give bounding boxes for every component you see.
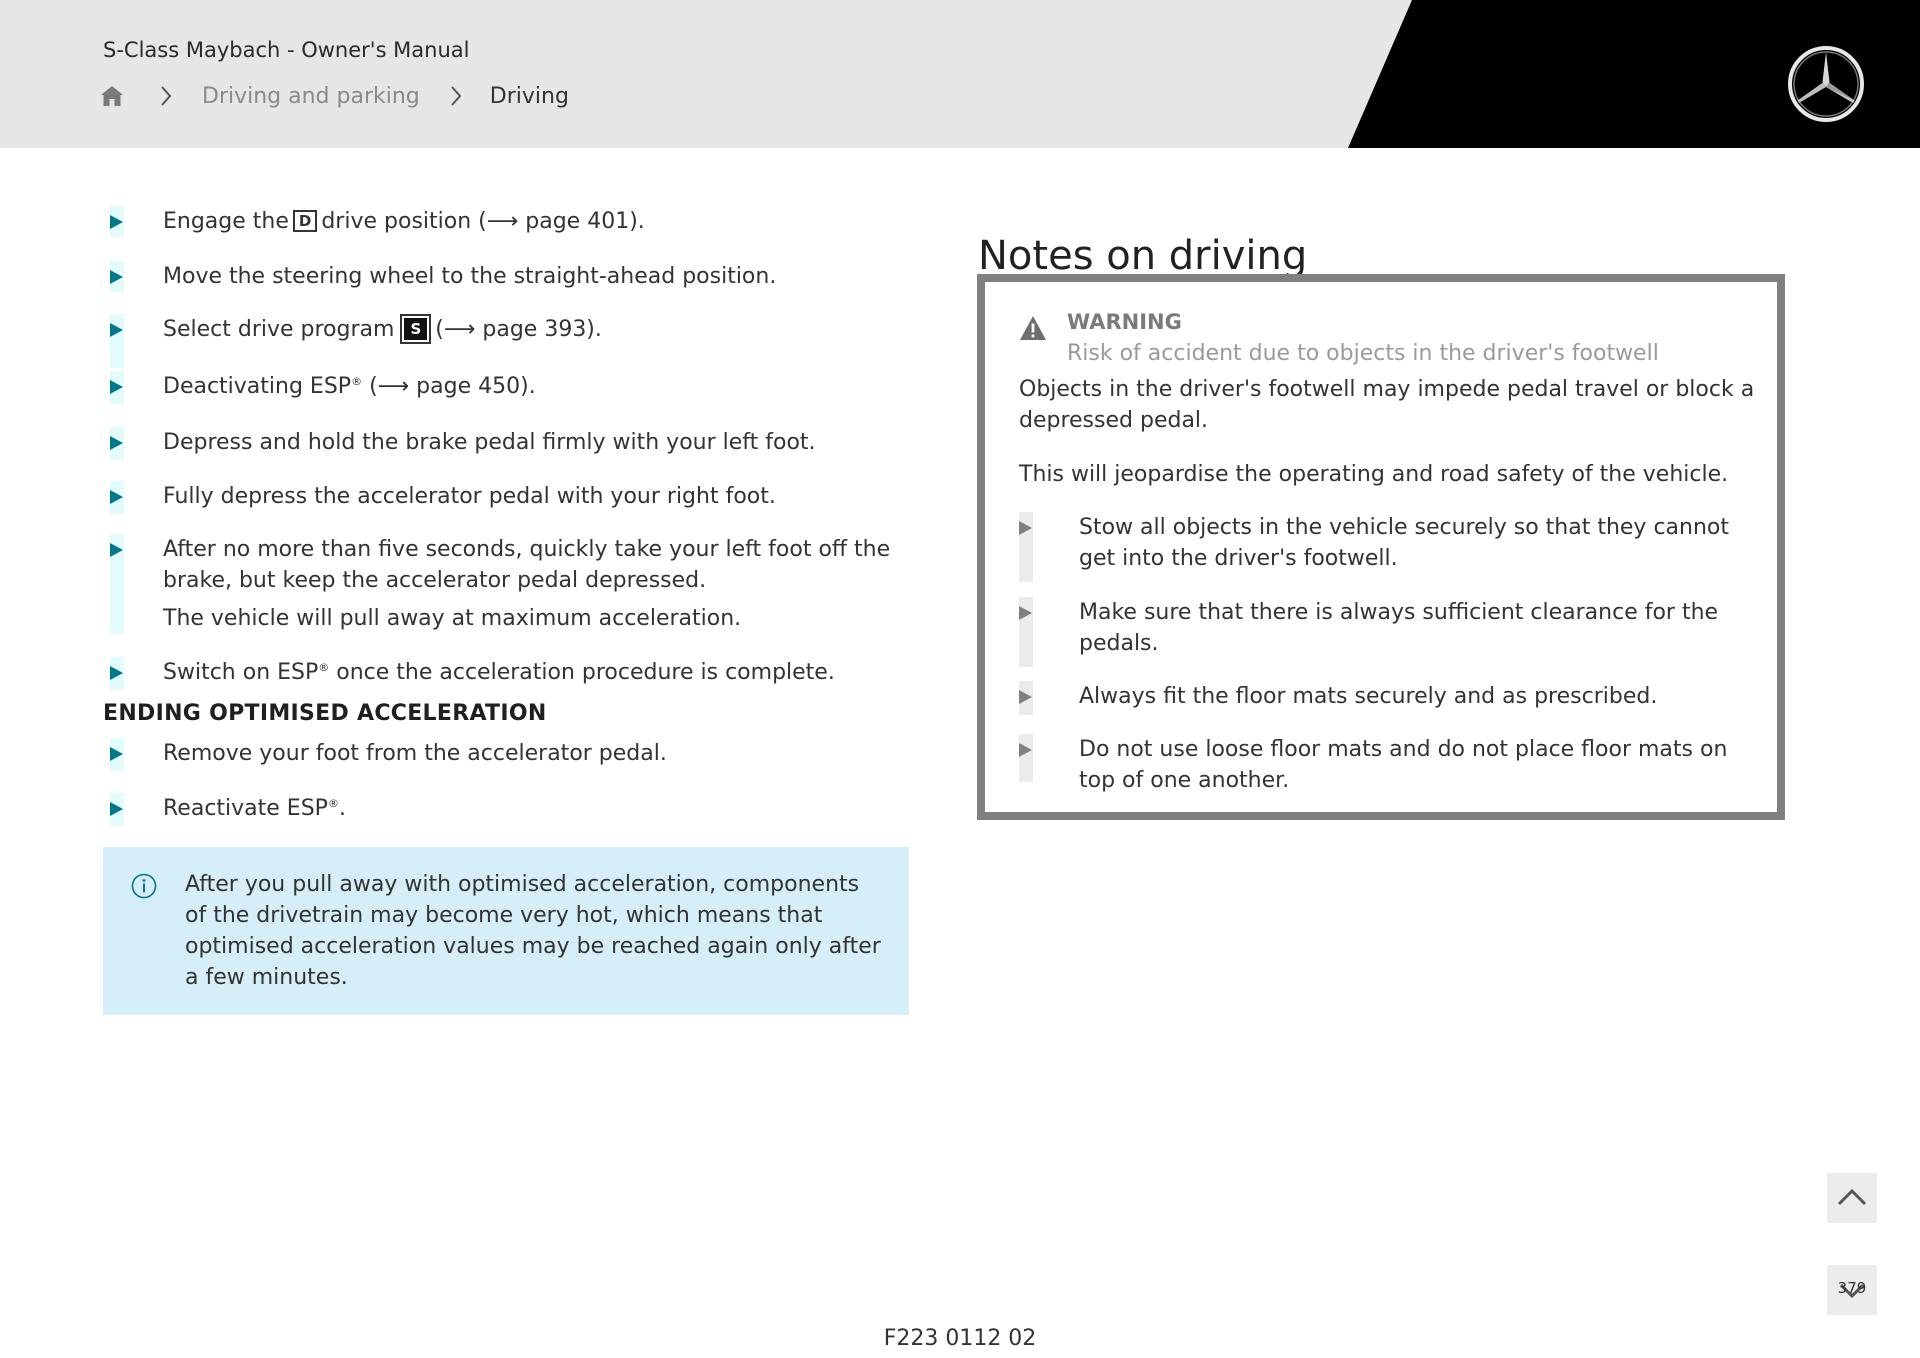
list-item [110, 481, 910, 512]
step-arrow-icon [110, 802, 123, 816]
warning-paragraph: Objects in the driver's footwell may impede pedal travel or block a depressed pedal. [1019, 377, 1755, 433]
document-code: F223 0112 02 [883, 1326, 1037, 1351]
step-text: Select drive program S (⟶ page 393). [163, 317, 602, 342]
step-result: The vehicle will pull away at maximum acceleration. [163, 606, 742, 631]
step-bar [1019, 734, 1033, 782]
section-heading: ENDING OPTIMISED ACCELERATION [103, 701, 547, 726]
step-arrow-icon [110, 747, 123, 761]
step-text: Switch on ESP® once the acceleration procedure is complete. [163, 660, 835, 685]
drive-position-d-key-icon: D [293, 210, 317, 232]
list-item [110, 534, 910, 634]
step-text: Move the steering wheel to the straight-ahead position. [163, 264, 777, 289]
step-arrow-icon [1019, 521, 1032, 535]
step-text: Deactivating ESP® (⟶ page 450). [163, 374, 536, 399]
breadcrumb-link-driving-and-parking[interactable]: Driving and parking [202, 83, 420, 109]
step-text: Stow all objects in the vehicle securely so that they cannot get into the driver's footwell. [1079, 515, 1729, 571]
list-item [110, 371, 910, 402]
step-arrow-icon [110, 436, 123, 450]
list-item [110, 261, 910, 292]
list-item [110, 314, 910, 345]
chevron-up-icon [1827, 1173, 1877, 1223]
list-item [110, 738, 910, 769]
step-arrow-icon [110, 543, 123, 557]
warning-label: WARNING [1067, 310, 1182, 334]
list-item [110, 793, 910, 824]
info-text: After you pull away with optimised acceleration, components of the drivetrain may become very hot, which means that optimised acceleration values may be reached again only after a few minutes. [185, 872, 881, 990]
section-title: Notes on driving [978, 233, 1308, 280]
step-arrow-icon [1019, 690, 1032, 704]
breadcrumb-current-driving: Driving [489, 83, 569, 109]
step-arrow-icon [1019, 606, 1032, 620]
drive-program-s-key-icon: S [404, 318, 427, 340]
step-arrow-icon [110, 380, 123, 394]
step-arrow-icon [110, 490, 123, 504]
warning-paragraph: This will jeopardise the operating and road safety of the vehicle. [1019, 462, 1729, 487]
scroll-down-button[interactable] [1827, 1265, 1877, 1315]
list-item [110, 427, 910, 458]
info-icon [131, 873, 157, 899]
step-text: Depress and hold the brake pedal firmly with your left foot. [163, 430, 816, 455]
mercedes-star-logo [1787, 45, 1865, 123]
step-arrow-icon [110, 323, 123, 337]
step-arrow-icon [110, 666, 123, 680]
scroll-up-button[interactable] [1827, 1173, 1877, 1223]
step-text: Do not use loose floor mats and do not place floor mats on top of one another. [1079, 737, 1728, 793]
list-item [1019, 512, 1759, 574]
list-item [1019, 734, 1759, 796]
list-item [1019, 597, 1759, 659]
list-item [110, 206, 910, 237]
step-arrow-icon [110, 270, 123, 284]
warning-box [977, 274, 1785, 820]
list-item [110, 657, 910, 688]
manual-title: S-Class Maybach - Owner's Manual [103, 38, 470, 62]
list-item [1019, 681, 1759, 712]
warning-subtitle: Risk of accident due to objects in the driver's footwell [1067, 341, 1659, 366]
step-text: Reactivate ESP®. [163, 796, 346, 821]
step-text: Make sure that there is always sufficient clearance for the pedals. [1079, 600, 1719, 656]
warning-triangle-icon [1019, 315, 1047, 341]
step-text: After no more than five seconds, quickly take your left foot off the brake, but keep the accelerator pedal depressed. [163, 537, 891, 593]
step-text: Remove your foot from the accelerator pedal. [163, 741, 667, 766]
step-text: Always fit the floor mats securely and as prescribed. [1079, 684, 1658, 709]
info-note [103, 847, 909, 1015]
step-arrow-icon [1019, 743, 1032, 757]
optimised-acceleration-steps [0, 0, 920, 840]
step-text: Engage the D drive position (⟶ page 401). [163, 209, 645, 234]
page-number: 379 [1837, 1279, 1867, 1297]
step-arrow-icon [110, 215, 123, 229]
step-text: Fully depress the accelerator pedal with your right foot. [163, 484, 776, 509]
